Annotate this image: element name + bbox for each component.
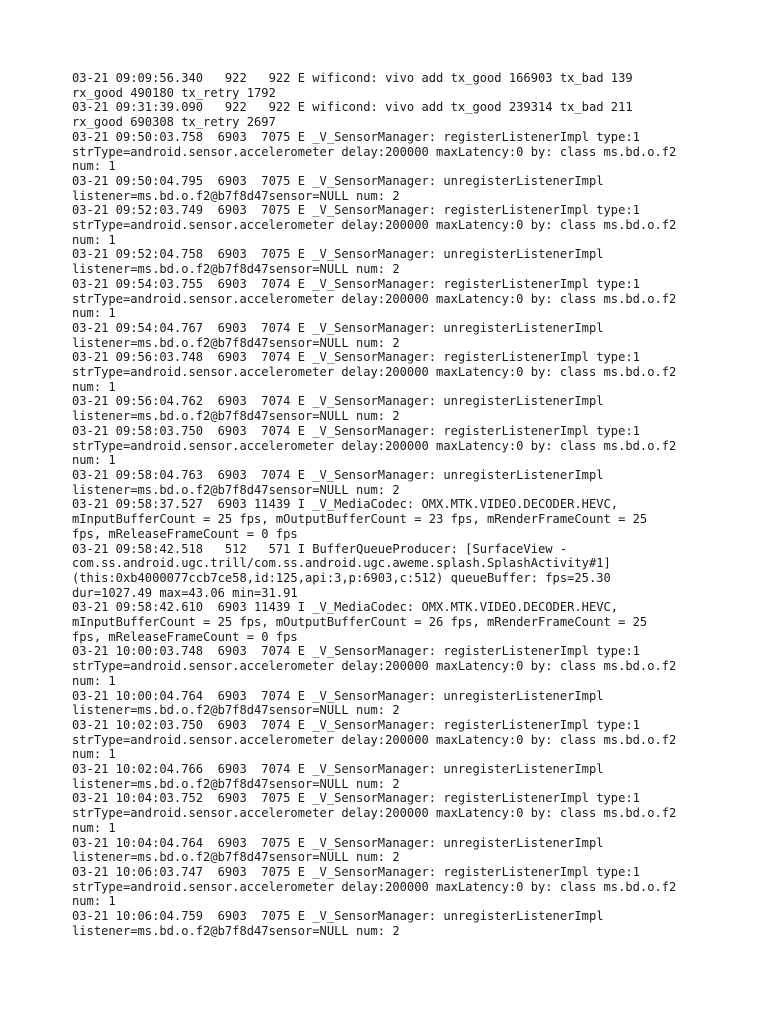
log-line: strType=android.sensor.accelerometer delay:200000 maxLatency:0 by: class ms.bd.o.f2 (72, 659, 677, 674)
log-line: num: 1 (72, 673, 116, 688)
log-line: 03-21 09:58:04.763 6903 7074 E _V_SensorManager: unregisterListenerImpl (72, 467, 604, 482)
log-line: strType=android.sensor.accelerometer delay:200000 maxLatency:0 by: class ms.bd.o.f2 (72, 365, 677, 380)
log-line: strType=android.sensor.accelerometer delay:200000 maxLatency:0 by: class ms.bd.o.f2 (72, 218, 677, 233)
log-line: com.ss.android.ugc.trill/com.ss.android.ugc.aweme.splash.SplashActivity#1] (72, 556, 611, 571)
log-line: 03-21 10:04:04.764 6903 7075 E _V_SensorManager: unregisterListenerImpl (72, 835, 604, 850)
log-line: num: 1 (72, 159, 116, 174)
log-line: strType=android.sensor.accelerometer delay:200000 maxLatency:0 by: class ms.bd.o.f2 (72, 879, 677, 894)
log-line: 03-21 09:56:04.762 6903 7074 E _V_SensorManager: unregisterListenerImpl (72, 394, 604, 409)
log-line: num: 1 (72, 379, 116, 394)
log-line: 03-21 09:50:04.795 6903 7075 E _V_SensorManager: unregisterListenerImpl (72, 173, 604, 188)
log-line: 03-21 09:54:04.767 6903 7074 E _V_SensorManager: unregisterListenerImpl (72, 320, 604, 335)
log-line: num: 1 (72, 894, 116, 909)
log-line: (this:0xb4000077ccb7ce58,id:125,api:3,p:6903,c:512) queueBuffer: fps=25.30 (72, 570, 611, 585)
log-line: mInputBufferCount = 25 fps, mOutputBufferCount = 23 fps, mRenderFrameCount = 25 (72, 512, 648, 527)
log-line: num: 1 (72, 820, 116, 835)
log-line: listener=ms.bd.o.f2@b7f8d47sensor=NULL num: 2 (72, 262, 400, 277)
log-line: num: 1 (72, 453, 116, 468)
log-line: listener=ms.bd.o.f2@b7f8d47sensor=NULL num: 2 (72, 188, 400, 203)
log-line: listener=ms.bd.o.f2@b7f8d47sensor=NULL num: 2 (72, 703, 400, 718)
log-line: 03-21 09:58:37.527 6903 11439 I _V_MediaCodec: OMX.MTK.VIDEO.DECODER.HEVC, (72, 497, 619, 512)
log-line: 03-21 10:06:03.747 6903 7075 E _V_SensorManager: registerListenerImpl type:1 (72, 864, 640, 879)
log-line: num: 1 (72, 306, 116, 321)
log-line: 03-21 10:06:04.759 6903 7075 E _V_SensorManager: unregisterListenerImpl (72, 909, 604, 924)
log-line: listener=ms.bd.o.f2@b7f8d47sensor=NULL num: 2 (72, 409, 400, 424)
log-line: listener=ms.bd.o.f2@b7f8d47sensor=NULL num: 2 (72, 850, 400, 865)
log-line: 03-21 10:02:03.750 6903 7074 E _V_SensorManager: registerListenerImpl type:1 (72, 717, 640, 732)
log-line: num: 1 (72, 747, 116, 762)
log-line: rx_good 490180 tx_retry 1792 (72, 85, 276, 100)
log-line: listener=ms.bd.o.f2@b7f8d47sensor=NULL num: 2 (72, 335, 400, 350)
log-line: fps, mReleaseFrameCount = 0 fps (72, 526, 298, 541)
log-line: listener=ms.bd.o.f2@b7f8d47sensor=NULL num: 2 (72, 482, 400, 497)
log-line: 03-21 09:56:03.748 6903 7074 E _V_SensorManager: registerListenerImpl type:1 (72, 350, 640, 365)
log-line: fps, mReleaseFrameCount = 0 fps (72, 629, 298, 644)
log-line: dur=1027.49 max=43.06 min=31.91 (72, 585, 298, 600)
log-line: 03-21 09:50:03.758 6903 7075 E _V_SensorManager: registerListenerImpl type:1 (72, 129, 640, 144)
log-line: 03-21 09:09:56.340 922 922 E wificond: vivo add tx_good 166903 tx_bad 139 (72, 71, 633, 85)
log-line: rx_good 690308 tx_retry 2697 (72, 115, 276, 130)
log-line: listener=ms.bd.o.f2@b7f8d47sensor=NULL num: 2 (72, 923, 400, 938)
log-line: 03-21 09:52:04.758 6903 7075 E _V_SensorManager: unregisterListenerImpl (72, 247, 604, 262)
log-line: 03-21 09:31:39.090 922 922 E wificond: vivo add tx_good 239314 tx_bad 211 (72, 100, 633, 115)
log-line: 03-21 09:52:03.749 6903 7075 E _V_SensorManager: registerListenerImpl type:1 (72, 203, 640, 218)
log-line: mInputBufferCount = 25 fps, mOutputBufferCount = 26 fps, mRenderFrameCount = 25 (72, 615, 648, 630)
log-line: 03-21 10:02:04.766 6903 7074 E _V_SensorManager: unregisterListenerImpl (72, 762, 604, 777)
log-line: strType=android.sensor.accelerometer delay:200000 maxLatency:0 by: class ms.bd.o.f2 (72, 144, 677, 159)
log-line: strType=android.sensor.accelerometer delay:200000 maxLatency:0 by: class ms.bd.o.f2 (72, 806, 677, 821)
log-line: 03-21 10:00:03.748 6903 7074 E _V_SensorManager: registerListenerImpl type:1 (72, 644, 640, 659)
log-line: num: 1 (72, 232, 116, 247)
log-line: listener=ms.bd.o.f2@b7f8d47sensor=NULL num: 2 (72, 776, 400, 791)
log-line: strType=android.sensor.accelerometer delay:200000 maxLatency:0 by: class ms.bd.o.f2 (72, 291, 677, 306)
log-line: 03-21 09:54:03.755 6903 7074 E _V_SensorManager: registerListenerImpl type:1 (72, 276, 640, 291)
log-line: 03-21 10:04:03.752 6903 7075 E _V_SensorManager: registerListenerImpl type:1 (72, 791, 640, 806)
log-document (72, 71, 752, 938)
log-line: 03-21 09:58:03.750 6903 7074 E _V_SensorManager: registerListenerImpl type:1 (72, 423, 640, 438)
log-line: strType=android.sensor.accelerometer delay:200000 maxLatency:0 by: class ms.bd.o.f2 (72, 438, 677, 453)
log-line: 03-21 09:58:42.610 6903 11439 I _V_MediaCodec: OMX.MTK.VIDEO.DECODER.HEVC, (72, 600, 619, 615)
log-line: 03-21 09:58:42.518 512 571 I BufferQueueProducer: [SurfaceView - (72, 541, 568, 556)
log-line: 03-21 10:00:04.764 6903 7074 E _V_SensorManager: unregisterListenerImpl (72, 688, 604, 703)
log-line: strType=android.sensor.accelerometer delay:200000 maxLatency:0 by: class ms.bd.o.f2 (72, 732, 677, 747)
